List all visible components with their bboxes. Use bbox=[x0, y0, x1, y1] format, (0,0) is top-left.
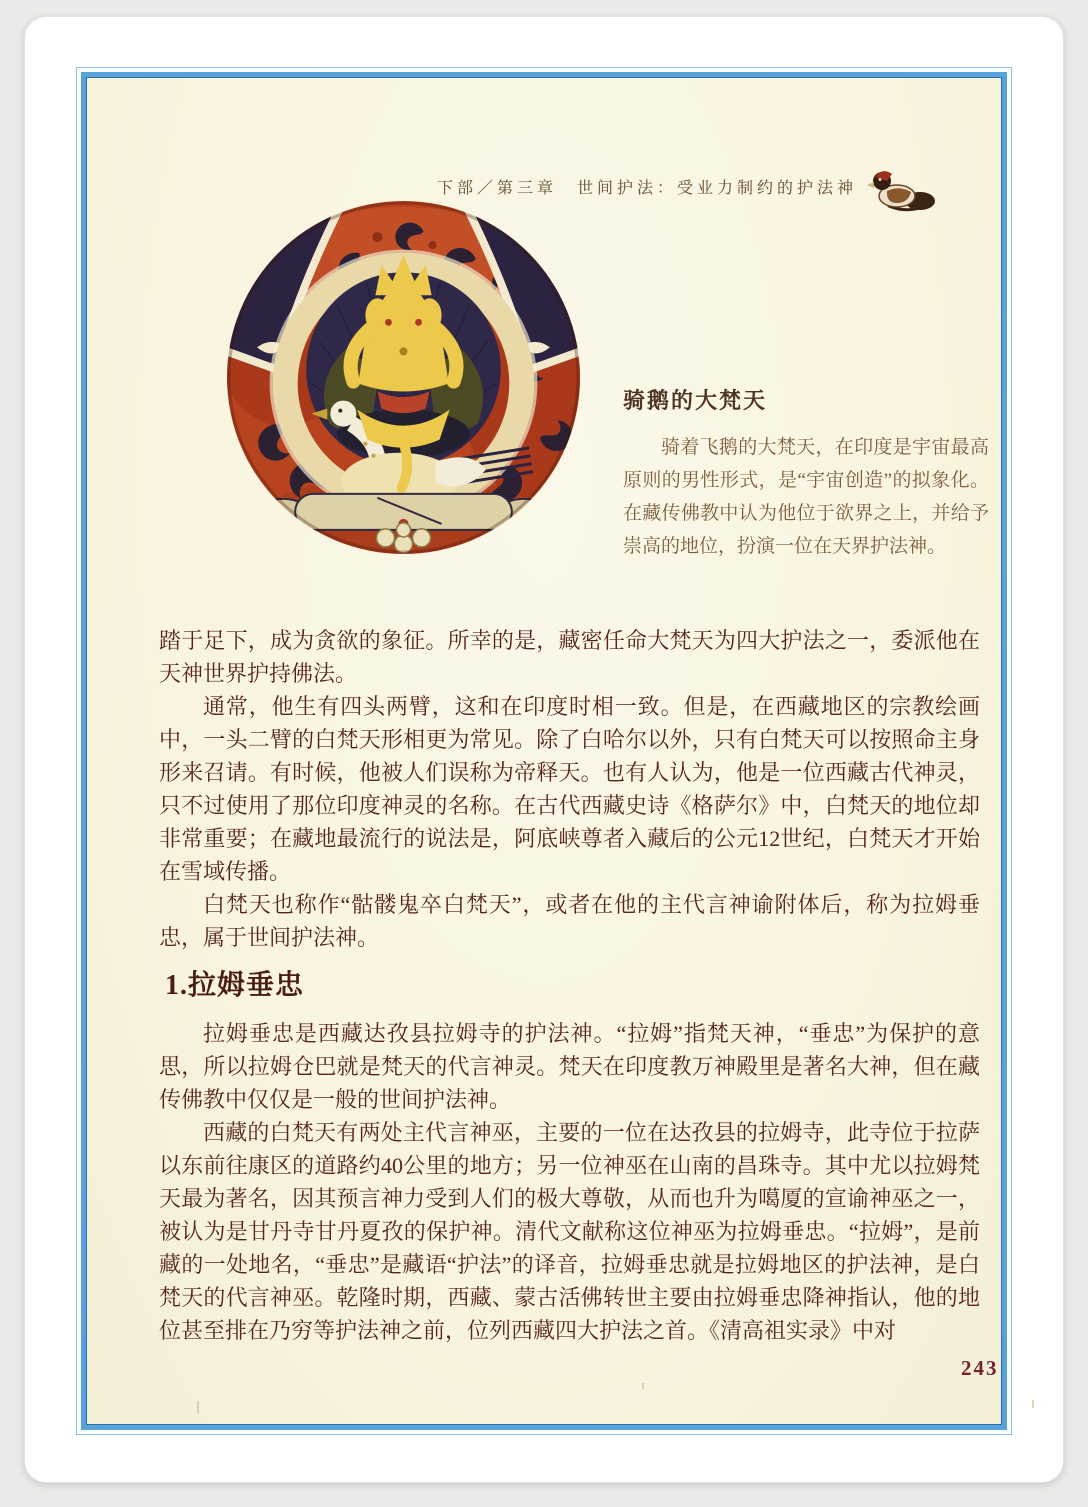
thangka-figure bbox=[227, 201, 580, 554]
figure-caption-title: 骑鹅的大梵天 bbox=[623, 388, 768, 413]
body-text bbox=[159, 624, 980, 1347]
section-heading: 1.拉姆垂忠 bbox=[165, 970, 305, 1001]
figure-caption bbox=[623, 384, 989, 563]
paragraph: 通常，他生有四头两臂，这和在印度时相一致。但是，在西藏地区的宗教绘画中，一头二臂的白梵天形相更为常见。除了白哈尔以外，只有白梵天可以按照命主身形来召请。有时候，他被人们误称为帝释天。也有人认为，他是一位西藏古代神灵，只不过使用了那位印度神灵的名称。在古代西藏史诗《格萨尔》中，白梵天的地位却非常重要；在藏地最流行的说法是，阿底峡尊者入藏后的公元12世纪，白梵天才开始在雪域传播。 bbox=[159, 694, 980, 884]
frame-blue-band bbox=[81, 72, 1007, 1430]
paragraph: 西藏的白梵天有两处主代言神巫，主要的一位在达孜县的拉姆寺，此寺位于拉萨以东前往康区的道路约40公里的地方；另一位神巫在山南的昌珠寺。其中尤以拉姆梵天最为著名，因其预言神力受到人们的极大尊敬，从而也升为噶厦的宣谕神巫之一，被认为是甘丹寺甘丹夏孜的保护神。清代文献称这位神巫为拉姆垂忠。“拉姆”，是前藏的一处地名，“垂忠”是藏语“护法”的译音，拉姆垂忠就是拉姆地区的护法神，是白梵天的代言神巫。乾隆时期，西藏、蒙古活佛转世主要由拉姆垂忠降神指认，他的地位甚至排在乃穷等护法神之前，位列西藏四大护法之首。《清高祖实录》中对 bbox=[159, 1120, 980, 1343]
figure-caption-text: 骑着飞鹅的大梵天，在印度是宇宙最高原则的男性形式，是“宇宙创造”的拟象化。在藏传佛教中认为他位于欲界之上，并给予崇高的地位，扮演一位在天界护法神。 bbox=[623, 437, 989, 557]
paragraph: 踏于足下，成为贪欲的象征。所幸的是，藏密任命大梵天为四大护法之一，委派他在天神世界护持佛法。 bbox=[159, 628, 980, 686]
scan-speck bbox=[1032, 1400, 1034, 1408]
page-number: 243 bbox=[961, 1356, 999, 1380]
page-content bbox=[87, 78, 1001, 1424]
chapter-title: 下部／第三章 世间护法：受业力制约的护法神 bbox=[436, 179, 857, 197]
brahma-riding-goose-art bbox=[227, 201, 580, 554]
paragraph: 白梵天也称作“骷髅鬼卒白梵天”，或者在他的主代言神谕附体后，称为拉姆垂忠，属于世间护法神。 bbox=[159, 892, 980, 950]
paragraph: 拉姆垂忠是西藏达孜县拉姆寺的护法神。“拉姆”指梵天神，“垂忠”为保护的意思，所以拉姆仓巴就是梵天的代言神灵。梵天在印度教万神殿里是著名大神，但在藏传佛教中仅仅是一般的世间护法神。 bbox=[159, 1021, 980, 1112]
page-card bbox=[24, 16, 1064, 1483]
frame-inner-rule bbox=[86, 77, 1002, 1425]
scan-speck bbox=[642, 1383, 644, 1389]
duck-icon bbox=[867, 166, 939, 219]
scan-speck bbox=[197, 1401, 199, 1413]
